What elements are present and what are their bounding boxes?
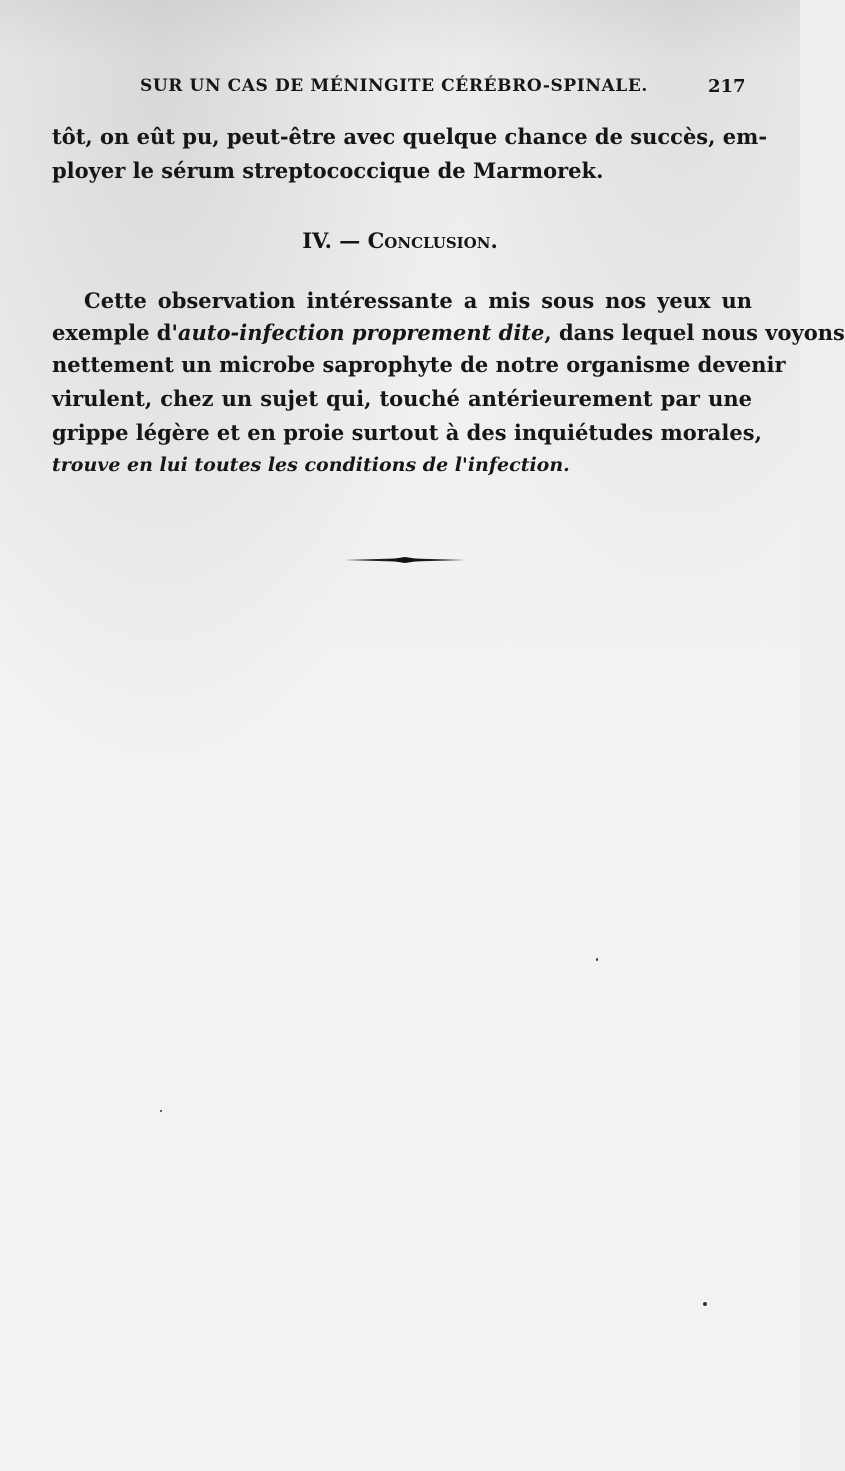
paper-speck xyxy=(596,958,598,961)
continuation-line-2: ployer le sérum streptococcique de Marmorek. xyxy=(52,158,604,183)
conclusion-line-5: grippe légère et en proie surtout à des inquiétudes morales, xyxy=(52,420,762,445)
conclusion-line-4: virulent, chez un sujet qui, touché antérieurement par une xyxy=(52,386,752,411)
section-heading xyxy=(0,228,800,253)
continuation-line-1: tôt, on eût pu, peut-être avec quelque chance de succès, em- xyxy=(52,124,768,149)
section-title: Conclusion. xyxy=(367,228,498,253)
emphasis-auto-infection: auto-infection proprement dite xyxy=(177,320,545,345)
page-number: 217 xyxy=(708,76,746,97)
paper-speck xyxy=(703,1302,707,1306)
running-head: SUR UN CAS DE MÉNINGITE CÉRÉBRO-SPINALE. xyxy=(140,76,648,96)
paper-speck xyxy=(160,1110,162,1112)
conclusion-line-3: nettement un microbe saprophyte de notre organisme devenir xyxy=(52,352,786,377)
conclusion-line-2-start: exemple d' xyxy=(52,320,178,345)
section-number: IV. — xyxy=(302,228,361,253)
conclusion-line-2 xyxy=(52,318,845,348)
conclusion-line-2-end: , dans lequel nous voyons xyxy=(544,320,845,345)
conclusion-line-1: Cette observation intéressante a mis sous nos yeux un xyxy=(84,288,752,313)
conclusion-line-6: trouve en lui toutes les conditions de l'infection. xyxy=(52,454,570,476)
end-ornament-rule xyxy=(345,556,465,564)
